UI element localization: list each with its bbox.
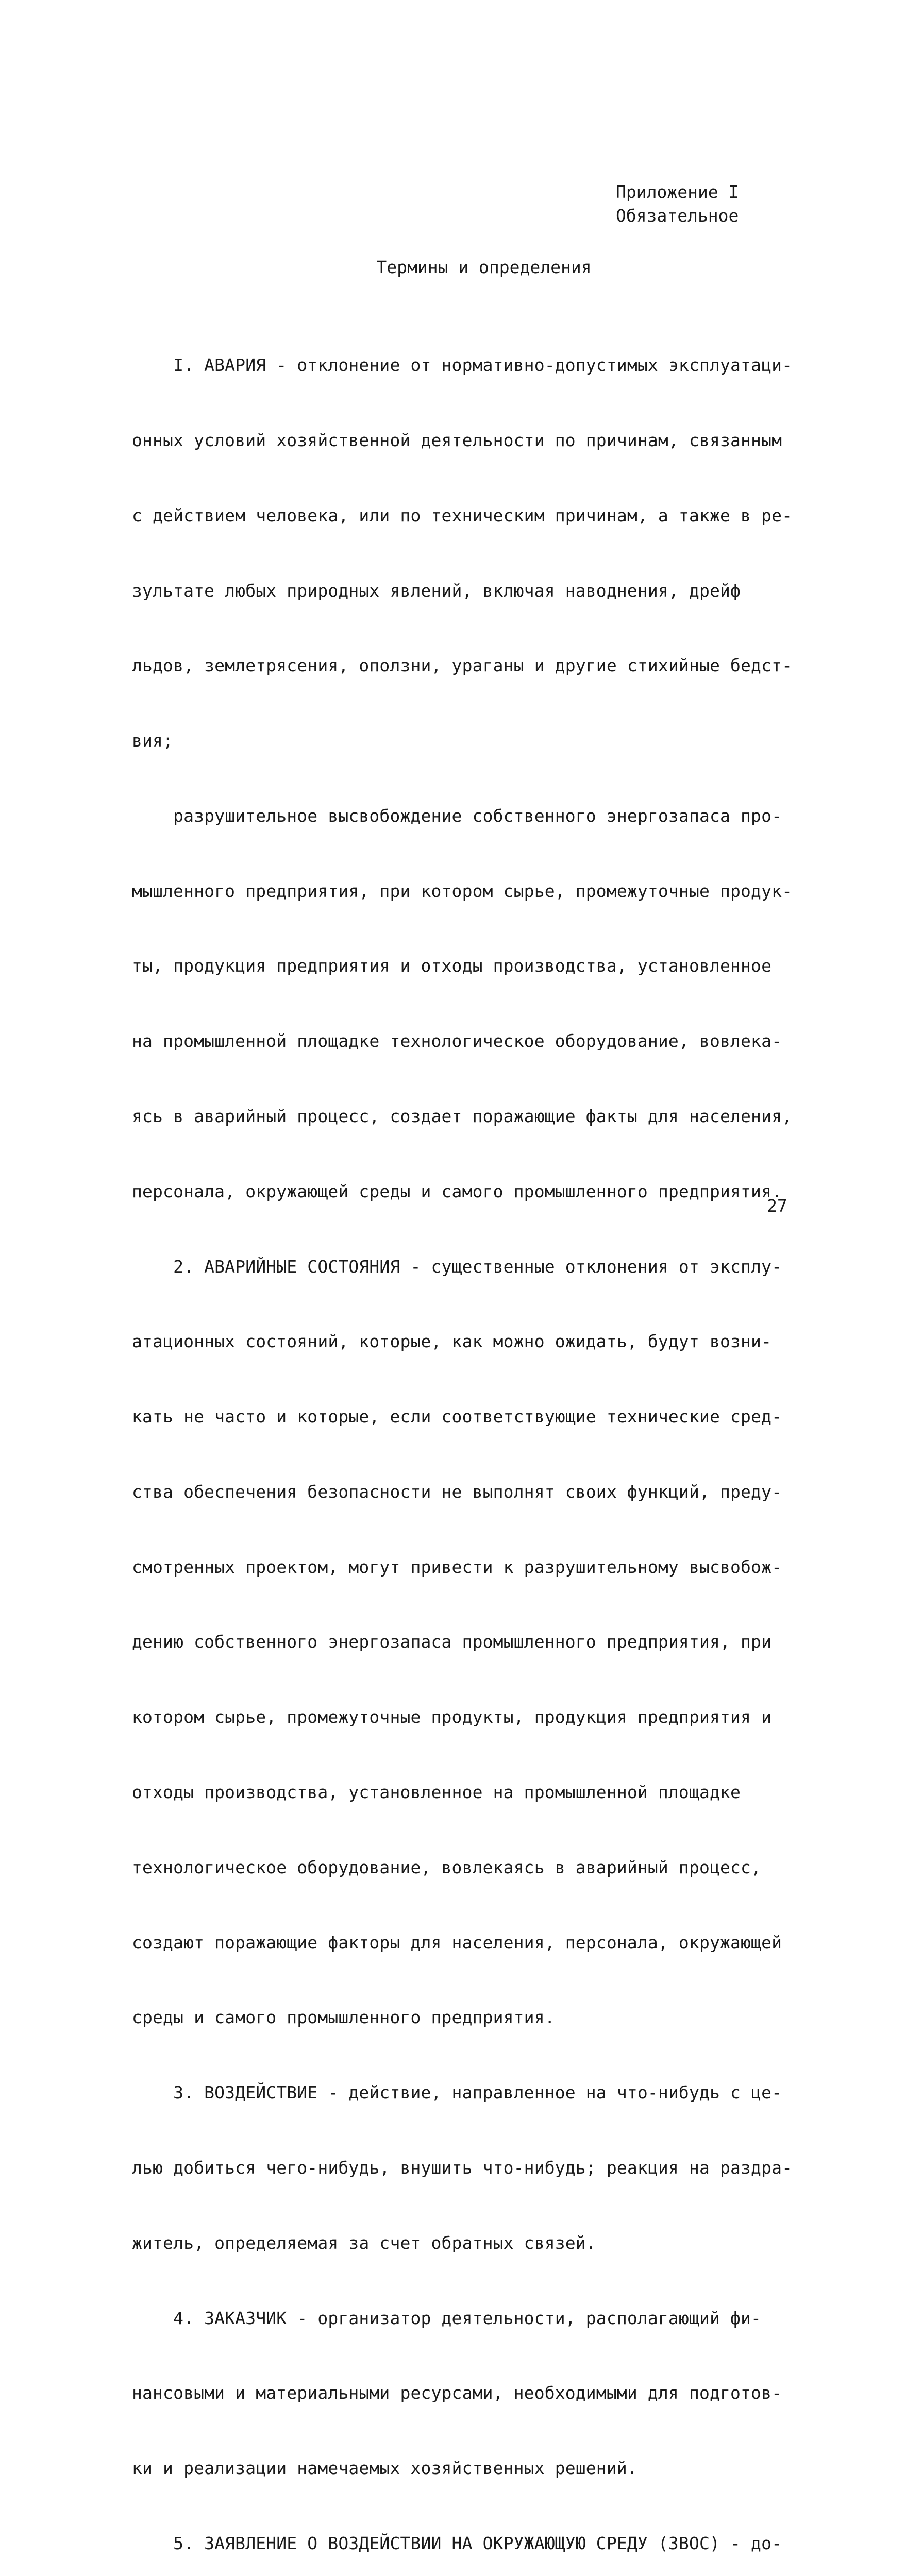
text-line: атационных состояний, которые, как можно ожидать, будут возни- — [132, 1331, 772, 1352]
text-line: разрушительное высвобождение собственного энергозапаса про- — [132, 805, 782, 826]
annex-status: Обязательное — [616, 206, 739, 226]
text-line: житель, определяемая за счет обратных связей. — [132, 2232, 596, 2253]
text-line: персонала, окружающей среды и самого промышленного предприятия. — [132, 1181, 782, 1201]
text-line: лью добиться чего-нибудь, внушить что-нибудь; реакция на раздра- — [132, 2157, 793, 2178]
text-line: ки и реализации намечаемых хозяйственных решений. — [132, 2458, 637, 2479]
text-line: 5. ЗАЯВЛЕНИЕ О ВОЗДЕЙСТВИИ НА ОКРУЖАЮЩУЮ СРЕДУ (ЗВОС) - до- — [132, 2533, 782, 2553]
body-text — [132, 303, 792, 2576]
annex-label — [616, 180, 739, 228]
text-line: отходы производства, установленное на промышленной площадке — [132, 1782, 741, 1803]
text-line: льдов, землетрясения, оползни, ураганы и другие стихийные бедст- — [132, 655, 793, 676]
text-line: ства обеспечения безопасности не выполнят своих функций, преду- — [132, 1481, 782, 1502]
text-line: технологическое оборудование, вовлекаясь в аварийный процесс, — [132, 1857, 762, 1877]
text-line: среды и самого промышленного предприятия. — [132, 2007, 555, 2028]
text-line: смотренных проектом, могут привести к разрушительному высвобож- — [132, 1556, 782, 1577]
text-line: 2. АВАРИЙНЫЕ СОСТОЯНИЯ - существенные отклонения от эксплу- — [132, 1256, 782, 1277]
page-number: 27 — [767, 1196, 787, 1216]
text-line: зультате любых природных явлений, включая наводнения, дрейф — [132, 580, 741, 601]
text-line: ясь в аварийный процесс, создает поражающие факты для населения, — [132, 1106, 793, 1126]
text-line: на промышленной площадке технологическое оборудование, вовлека- — [132, 1031, 782, 1052]
text-line: кать не часто и которые, если соответствующие технические сред- — [132, 1406, 782, 1427]
text-line: вия; — [132, 731, 174, 751]
text-line: дению собственного энергозапаса промышленного предприятия, при — [132, 1632, 772, 1652]
text-line: I. АВАРИЯ - отклонение от нормативно-допустимых эксплуатаци- — [132, 355, 793, 376]
text-line: 4. ЗАКАЗЧИК - организатор деятельности, располагающий фи- — [132, 2308, 762, 2328]
text-line: онных условий хозяйственной деятельности по причинам, связанным — [132, 430, 782, 450]
text-line: с действием человека, или по техническим причинам, а также в ре- — [132, 505, 793, 526]
section-title: Термины и определения — [376, 257, 592, 277]
text-line: котором сырье, промежуточные продукты, продукция предприятия и — [132, 1707, 772, 1727]
text-line: создают поражающие факторы для населения, персонала, окружающей — [132, 1932, 782, 1953]
text-line: мышленного предприятия, при котором сырье, промежуточные продук- — [132, 880, 793, 901]
text-line: ты, продукция предприятия и отходы производства, установленное — [132, 956, 772, 976]
annex-number: Приложение I — [616, 182, 739, 202]
text-line: 3. ВОЗДЕЙСТВИЕ - действие, направленное на что-нибудь с це- — [132, 2082, 782, 2103]
text-line: нансовыми и материальными ресурсами, необходимыми для подготов- — [132, 2383, 782, 2403]
